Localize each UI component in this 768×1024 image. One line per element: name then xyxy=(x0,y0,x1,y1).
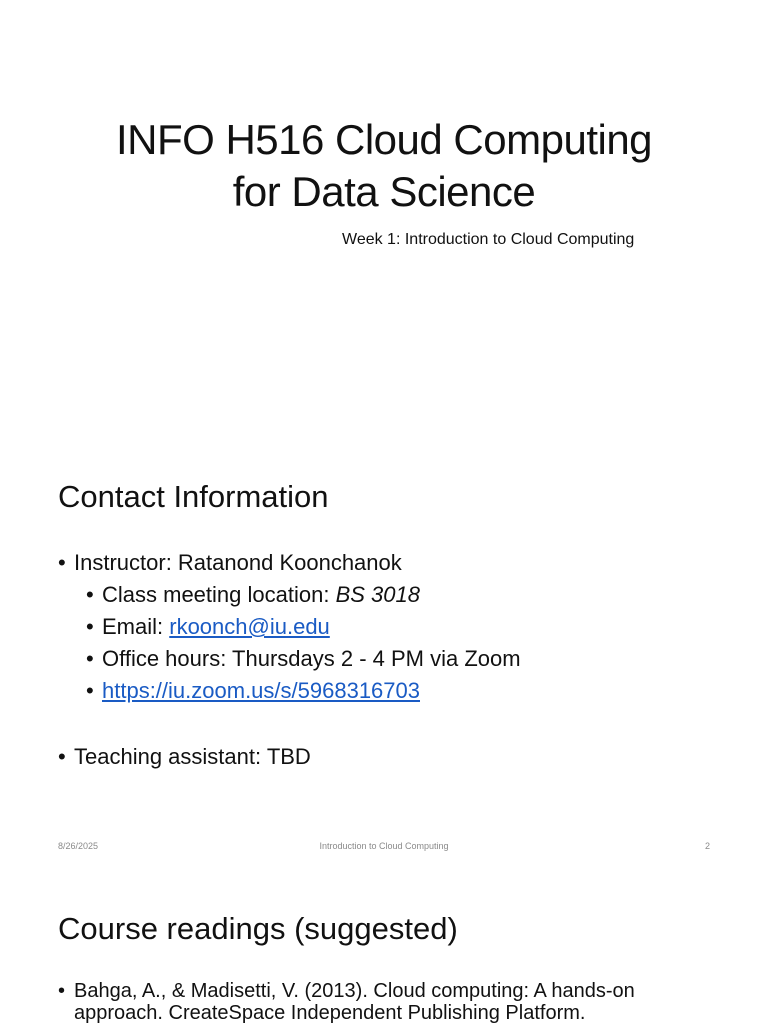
readings-slide xyxy=(0,864,768,1024)
instructor-text: Instructor: Ratanond Koonchanok xyxy=(74,550,402,575)
title-line-1: INFO H516 Cloud Computing xyxy=(115,116,653,163)
office-hours-bullet xyxy=(86,643,738,675)
location-bullet xyxy=(86,579,738,611)
email-label: Email: xyxy=(102,614,170,639)
zoom-link-bullet xyxy=(86,675,738,707)
zoom-link[interactable]: https://iu.zoom.us/s/5968316703 xyxy=(102,678,420,703)
title-slide xyxy=(0,0,768,432)
instructor-bullet xyxy=(58,547,738,579)
contact-heading: Contact Information xyxy=(58,479,329,514)
ta-bullet xyxy=(58,741,738,773)
email-bullet xyxy=(86,611,738,643)
footer-page-number: 2 xyxy=(705,841,711,851)
readings-heading: Course readings (suggested) xyxy=(58,911,458,946)
location-value: BS 3018 xyxy=(335,582,420,607)
contact-slide xyxy=(0,432,768,864)
readings-bullet-list xyxy=(58,980,738,1024)
slide-title xyxy=(40,114,728,218)
footer-date: 8/26/2025 xyxy=(58,841,99,851)
footer-title: Introduction to Cloud Computing xyxy=(319,841,449,851)
ta-text: Teaching assistant: TBD xyxy=(74,744,311,769)
contact-bullet-list xyxy=(58,547,738,773)
slide-subtitle: Week 1: Introduction to Cloud Computing xyxy=(342,231,635,248)
reading-text: Bahga, A., & Madisetti, V. (2013). Cloud computing: A hands-on approach. CreateSpace Independent Publishing Platform. xyxy=(74,980,635,1024)
location-label: Class meeting location: xyxy=(102,582,336,607)
reading-item xyxy=(58,980,694,1024)
email-link[interactable]: rkoonch@iu.edu xyxy=(169,614,330,639)
office-hours-text: Office hours: Thursdays 2 - 4 PM via Zoom xyxy=(102,646,521,671)
title-line-2: for Data Science xyxy=(232,168,536,215)
